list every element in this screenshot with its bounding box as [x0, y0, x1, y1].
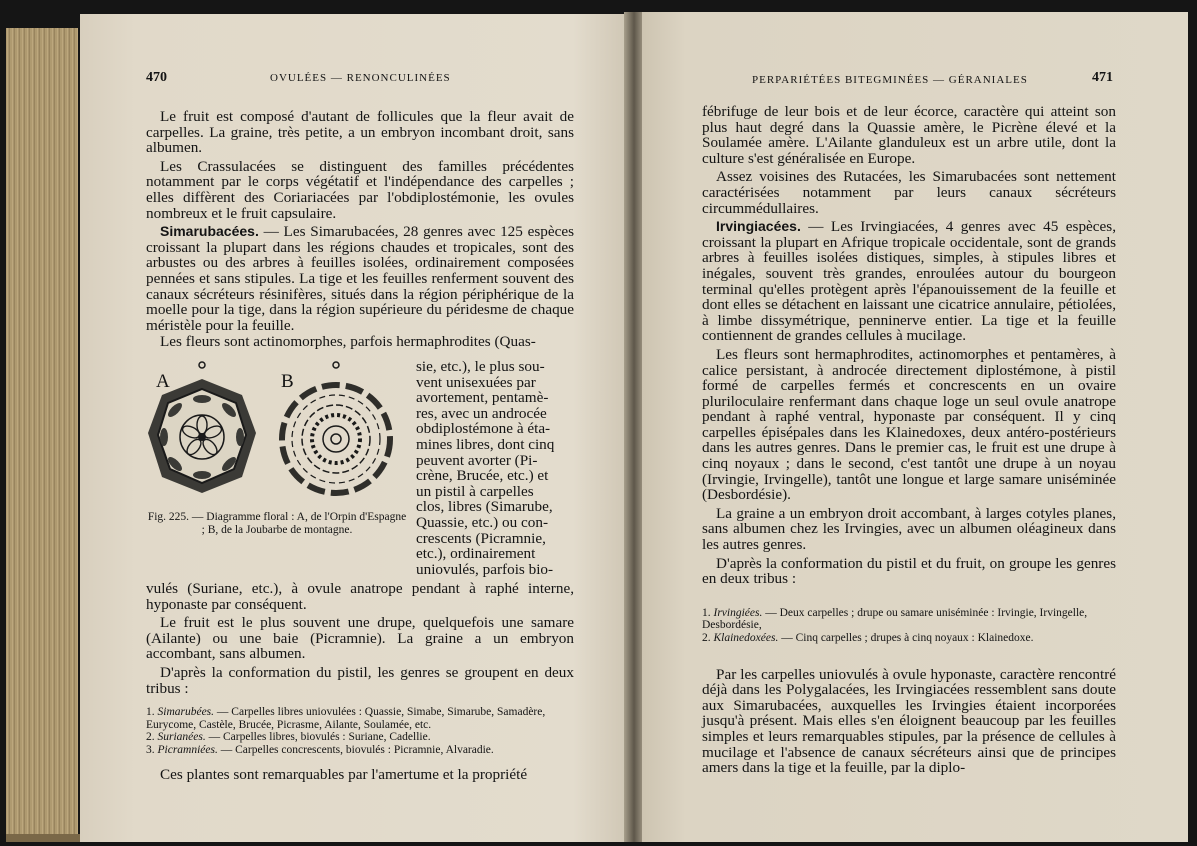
floral-diagram-figure	[146, 359, 408, 539]
paragraph: vulés (Suriane, etc.), à ovule anatrope pendant à raphé interne, hyponaste par conséquent.	[146, 580, 574, 613]
tribe-item: 3. Picramniées. — Carpelles concrescents, biovulés : Picramnie, Alvaradie.	[146, 743, 494, 756]
paragraph: Assez voisines des Rutacées, les Simarubacées sont nettement caractérisées notamment par leurs canaux sécréteurs circummédullaires.	[702, 168, 1116, 217]
paragraph-irvingiacees	[702, 219, 1116, 344]
wrap-line: un pistil à carpelles	[416, 482, 534, 500]
paragraph-text: — Les Irvingiacées, 4 genres avec 45 espèces, croissant la plupart en Afrique tropicale occidentale, sont de grands arbres à feuilles isolées distiques, simples, à stipules libres et inégales, souvent très grandes, enroulées autour du bourgeon terminal qu'elles protègent après l'épanouissement de la feuille et dont elles se détachent en laissant une cicatrice annulaire, pétiolées, à limbe dissymétrique, penninerve entier. La tige et la feuille contiennent de grandes cellules à mucilage.	[702, 218, 1116, 345]
paragraph: Le fruit est le plus souvent une drupe, quelquefois une samare (Ailante) ou une baie (Picramnie). La graine a un embryon accombant, sans albumen.	[146, 614, 574, 663]
diagram-b	[282, 362, 390, 493]
wrap-line: crescents (Picramnie,	[416, 529, 546, 547]
paragraph: Ces plantes sont remarquables par l'amertume et la propriété	[160, 765, 528, 783]
text-block-right	[702, 104, 1116, 776]
text-block-bottom	[146, 581, 574, 782]
paragraph: La graine a un embryon droit accombant, à larges cotyles planes, sans albumen chez les Irvingies, avec un albumen oléagineux dans les autres genres.	[702, 504, 1116, 554]
wrap-line: res, avec un androcée	[416, 404, 547, 422]
wrap-line: etc.), ordinairement	[416, 545, 536, 563]
left-page	[80, 14, 628, 842]
running-head: PERPARIÉTÉES BITEGMINÉES — GÉRANIALES	[752, 74, 1028, 86]
wrap-line: mines libres, dont cinq	[416, 435, 555, 453]
page-number: 470	[146, 70, 167, 85]
right-page	[642, 12, 1188, 842]
paragraph: Le fruit est composé d'autant de follicules que la fleur avait de carpelles. La graine, très petite, a un embryon incombant droit, sans albumen.	[146, 108, 574, 157]
paragraph: Les fleurs sont hermaphrodites, actinomorphes et pentamères, à calice persistant, à androcée directement diplostémone, à pistil formé de carpelles fermés et concrescents en un ovaire pluriloculaire renfermant dans chaque loge un seul ovule anatrope pendant à raphé ventral, hyponaste par conséquent. Il y cinq carpelles épisépales dans les Klainedoxes, deux antéro-postérieurs dans les autres genres. Dans le premier cas, le fruit est une drupe à cinq noyaux ; dans le second, c'est tantôt une drupe à un noyau (Irvingie, Irvingelle), tantôt une longue et large samare uniséminée (Desbordésie).	[702, 345, 1116, 504]
paragraph: Les fleurs sont actinomorphes, parfois hermaphrodites (Quas-	[160, 333, 536, 351]
wrap-line: crène, Brucée, etc.) et	[416, 467, 549, 485]
figure-label-b: B	[281, 371, 294, 392]
tribe-item: 2. Surianées. — Carpelles libres, biovulés : Suriane, Cadellie.	[146, 731, 431, 744]
open-book	[6, 6, 1192, 842]
tribe-list	[146, 706, 574, 756]
figure-label-a: A	[156, 371, 170, 392]
page-number: 471	[1092, 70, 1113, 85]
paragraph-simarubacees	[146, 224, 574, 333]
wrap-line: Quassie, etc.) ou con-	[416, 513, 549, 531]
section-heading: Irvingiacées.	[716, 218, 801, 235]
figure-caption: Fig. 225. — Diagramme floral : A, de l'Orpin d'Espagne ; B, de la Joubarbe de montagne.	[147, 511, 407, 536]
tribe-list	[702, 607, 1116, 645]
wrap-line: avortement, pentamè-	[416, 389, 549, 407]
wrap-line: vent unisexuées par	[416, 373, 536, 391]
tribe-item: 1. Simarubées. — Carpelles libres uniovulées : Quassie, Simabe, Simarube, Samadère, Eurycome, Castèle, Brucée, Picrasme, Ailante, Soulamée, etc.	[146, 706, 546, 731]
text-block-top	[146, 109, 574, 350]
paragraph: D'après la conformation du pistil, les genres se groupent en deux tribus :	[146, 663, 574, 697]
paragraph: D'après la conformation du pistil et du fruit, on groupe les genres en deux tribus :	[702, 554, 1116, 588]
tribe-item: 1. Irvingiées. — Deux carpelles ; drupe ou samare uniséminée : Irvingie, Irvingelle, Desbordésie,	[702, 606, 1088, 632]
wrap-line: clos, libres (Simarube,	[416, 498, 553, 516]
floral-diagrams-svg	[146, 359, 408, 509]
wrap-line: peuvent avorter (Pi-	[416, 451, 538, 469]
tribe-item: 2. Klainedoxées. — Cinq carpelles ; drupes à cinq noyaux : Klainedoxe.	[702, 632, 1034, 644]
running-head: OVULÉES — RENONCULINÉES	[270, 72, 451, 84]
paragraph-text: — Les Simarubacées, 28 genres avec 125 espèces croissant la plupart dans les régions chaudes et tropicales, sont des arbustes ou des arbres à feuilles isolées, ordinairement composées pennées et sans stipules. La tige et les feuilles renferment souvent des canaux sécréteurs résinifères, situés dans la région périphérique de la moelle pour la tige, dans la région supérieure du péridesme de chaque méristèle pour la feuille.	[146, 223, 574, 334]
section-heading: Simarubacées.	[160, 223, 259, 240]
wrap-line: obdiplostémone à éta-	[416, 420, 551, 438]
wrap-line: sie, etc.), le plus sou-	[416, 358, 545, 375]
paragraph: Par les carpelles uniovulés à ovule hyponaste, caractère rencontré déjà dans les Polygalacées, les Irvingiacées ressemblent sans doute aux Simarubacées, auxquelles les Irvingies étaient incorporées jusqu'à présent. Mais elles s'en éloignent beaucoup par les feuilles simples et leurs remarquables stipules, par la présence de cellules à mucilage et l'absence de canaux sécréteurs ainsi que de principes amers dans la tige et la feuille, par la diplo-	[702, 665, 1116, 777]
page-edges	[6, 28, 78, 842]
paragraph: fébrifuge de leur bois et de leur écorce, caractère qui atteint son plus haut degré dans la Quassie amère, le Picrène élevé et la Soulamée amère. L'Ailante glanduleux est un arbre utile, dont la culture s'est généralisée en Europe.	[702, 103, 1116, 167]
book-gutter	[624, 12, 644, 842]
paragraph: Les Crassulacées se distinguent des familles précédentes notamment par le corps végétatif et l'indépendance des carpelles ; elles diffèrent des Coriariacées par l'obdiplostémonie, les ovules nombreux et le fruit capsulaire.	[146, 157, 574, 222]
wrap-line: uniovulés, parfois bio-	[416, 560, 554, 578]
text-beside-figure	[416, 359, 574, 577]
